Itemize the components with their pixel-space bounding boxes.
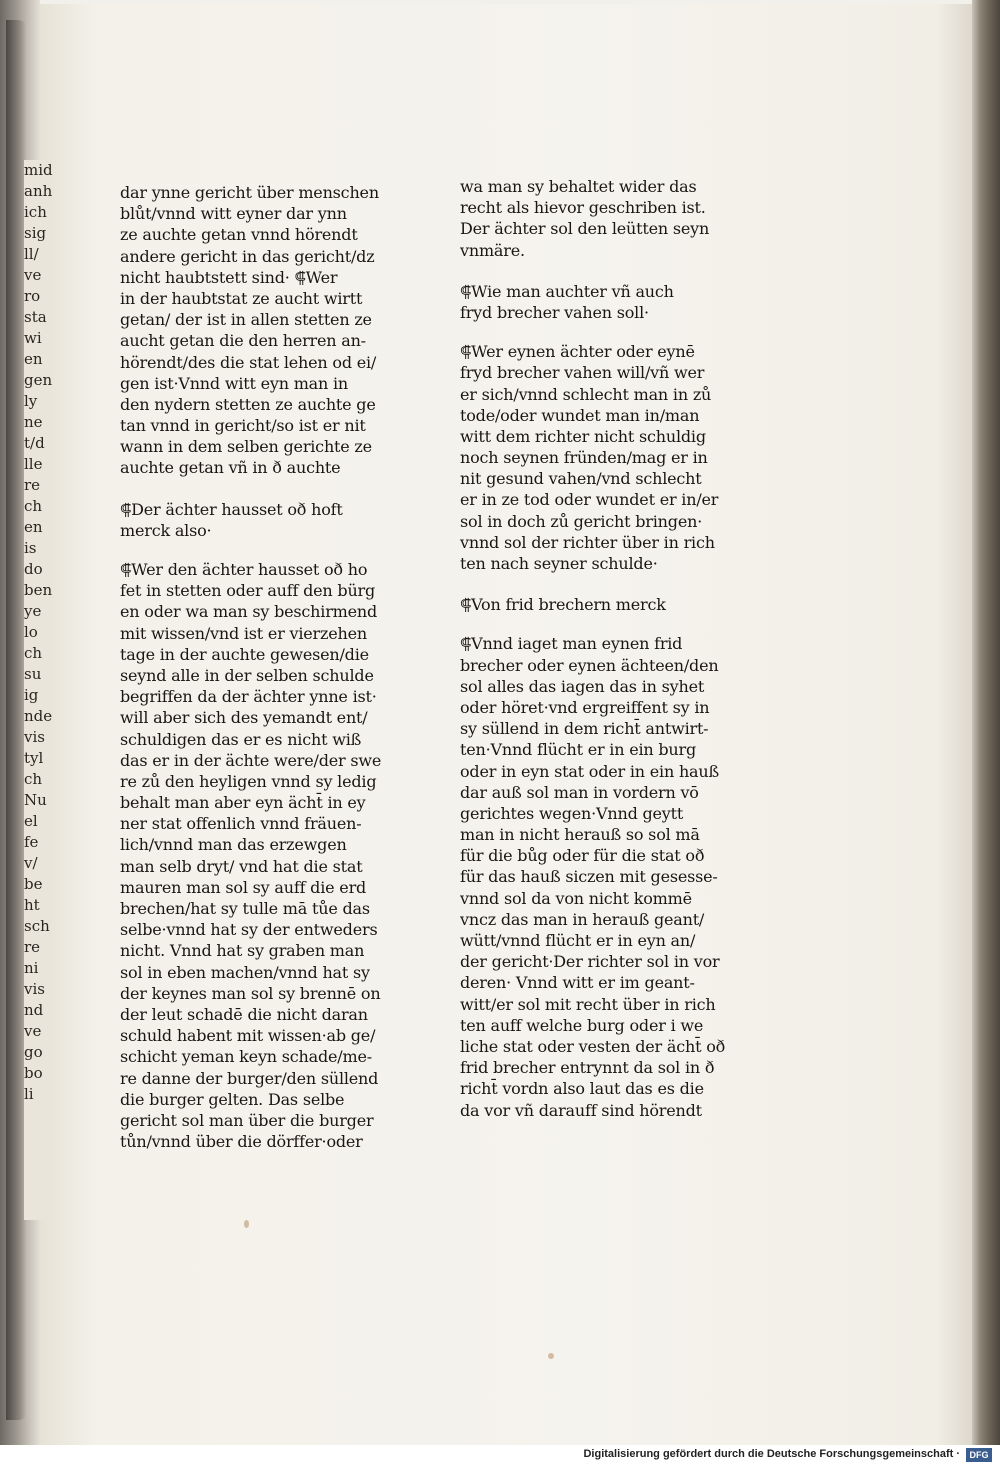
- text-line: wütt/vnnd flücht er in eyn an/: [460, 931, 696, 950]
- fragment-line: ll/: [24, 245, 39, 263]
- fragment-line: bo: [24, 1064, 43, 1082]
- fragment-line: ig: [24, 686, 39, 704]
- fragment-line: vis: [24, 728, 45, 746]
- dfg-logo: DFG: [966, 1448, 992, 1462]
- text-line: richt̄ vordn also laut das es die: [460, 1079, 704, 1099]
- text-line: gerichtes wegen·Vnnd geytt: [460, 803, 684, 823]
- fragment-line: ch: [24, 770, 43, 788]
- text-line: hörendt/des die stat lehen od ei/: [120, 352, 377, 372]
- text-column-right: [460, 176, 745, 1121]
- text-line: tan vnnd in gericht/so ist er nit: [120, 416, 366, 436]
- fragment-line: ht: [24, 896, 40, 914]
- text-line: das er in der ächte were/der swe: [120, 750, 382, 770]
- text-line: den nydern stetten ze auchte ge: [120, 394, 376, 414]
- text-line: ten·Vnnd flücht er in ein burg: [460, 740, 697, 760]
- text-line: andere gericht in das gericht/dz: [120, 246, 375, 266]
- fragment-line: ro: [24, 287, 41, 305]
- text-line: man selb dryt/ vnd hat die stat: [120, 856, 363, 876]
- text-line: der gericht·Der richter sol in vor: [460, 952, 720, 972]
- text-line: nicht haubtstett sind· ⸿Wer: [120, 267, 338, 287]
- text-line: vnmäre.: [460, 240, 525, 260]
- text-line: ⸿Wer eynen ächter oder eynē: [460, 342, 695, 362]
- fragment-line: nd: [24, 1001, 44, 1019]
- fragment-line: su: [24, 665, 42, 683]
- text-line: man in nicht herauß so sol mā: [460, 825, 700, 845]
- fragment-line: gen: [24, 371, 53, 389]
- funding-credit: Digitalisierung gefördert durch die Deutsche Forschungsgemeinschaft ·: [583, 1448, 960, 1460]
- fragment-line: ben: [24, 581, 53, 599]
- fragment-line: sch: [24, 917, 50, 935]
- text-line: ⸿Der ächter hausset oð hoft: [120, 499, 343, 519]
- fragment-line: ve: [24, 266, 42, 284]
- text-line: lich/vnnd man das erzewgen: [120, 835, 347, 855]
- fragment-line: mid: [24, 161, 53, 179]
- text-column-left: [120, 182, 400, 1152]
- text-line: recht als hievor geschriben ist.: [460, 198, 706, 218]
- text-line: für die bůg oder für die stat oð: [460, 846, 705, 866]
- text-line: tůn/vnnd über die dörffer·oder: [120, 1132, 363, 1152]
- text-line: er sich/vnnd schlecht man in zů: [460, 384, 712, 404]
- text-line: Der ächter sol den leütten seyn: [460, 219, 710, 239]
- text-line: tage in der auchte gewesen/die: [120, 644, 369, 664]
- text-line: blůt/vnnd witt eyner dar ynn: [120, 204, 347, 224]
- fragment-line: nde: [24, 707, 53, 725]
- text-paragraph: [120, 182, 400, 479]
- text-paragraph: [120, 559, 400, 1152]
- fragment-line: vis: [24, 980, 45, 998]
- text-line: ten nach seyner schulde·: [460, 554, 658, 573]
- text-line: die burger gelten. Das selbe: [120, 1089, 345, 1109]
- text-line: frid brecher entrynnt da sol in ð: [460, 1058, 715, 1078]
- text-paragraph: [460, 341, 745, 574]
- fragment-line: re: [24, 938, 41, 956]
- section-heading: [120, 499, 400, 541]
- text-line: behalt man aber eyn ächt̄ in ey: [120, 793, 366, 813]
- text-line: brecher oder eynen ächteen/den: [460, 655, 719, 675]
- text-line: nicht. Vnnd hat sy graben man: [120, 941, 365, 961]
- text-line: wann in dem selben gerichte ze: [120, 437, 372, 457]
- text-line: selbe·vnnd hat sy der entweders: [120, 920, 378, 940]
- book-edge-right: [972, 0, 1000, 1445]
- text-line: noch seynen fründen/mag er in: [460, 448, 708, 468]
- text-line: vnnd sol der richter über in rich: [460, 532, 715, 552]
- text-line: dar ynne gericht über menschen: [120, 183, 379, 202]
- text-line: fryd brecher vahen soll·: [460, 302, 649, 322]
- text-line: nit gesund vahen/vnd schlecht: [460, 469, 702, 489]
- fragment-line: en: [24, 350, 43, 368]
- text-line: der keynes man sol sy brennē on: [120, 983, 381, 1003]
- fragment-line: ly: [24, 392, 38, 410]
- text-line: mauren man sol sy auff die erd: [120, 877, 367, 897]
- text-line: auchte getan vñ in ð auchte: [120, 458, 341, 478]
- text-line: sy süllend in dem richt̄ antwirt-: [460, 719, 709, 739]
- fragment-line: ich: [24, 203, 47, 221]
- text-paragraph: [460, 176, 745, 261]
- text-line: der leut schadē die nicht daran: [120, 1004, 368, 1024]
- text-line: fryd brecher vahen will/vñ wer: [460, 363, 705, 383]
- text-line: re zů den heyligen vnnd sy ledig: [120, 771, 377, 791]
- fragment-line: sig: [24, 224, 47, 242]
- fragment-line: el: [24, 812, 38, 830]
- fragment-line: ni: [24, 959, 39, 977]
- text-line: wa man sy behaltet wider das: [460, 177, 697, 196]
- text-line: schuldigen das er es nicht wiß: [120, 729, 362, 749]
- fragment-line: ch: [24, 644, 43, 662]
- fragment-line: fe: [24, 833, 39, 851]
- text-line: vncz das man in herauß geant/: [460, 909, 705, 929]
- text-line: mit wissen/vnd ist er vierzehen: [120, 623, 367, 643]
- text-line: ⸿Vnnd iaget man eynen frid: [460, 634, 683, 654]
- text-line: in der haubtstat ze aucht wirtt: [120, 288, 363, 308]
- fragment-line: en: [24, 518, 43, 536]
- fragment-line: is: [24, 539, 37, 557]
- text-line: brechen/hat sy tulle mā tůe das: [120, 899, 370, 918]
- text-line: will aber sich des yemandt ent/: [120, 708, 368, 728]
- fragment-line: tyl: [24, 749, 44, 767]
- fragment-line: sta: [24, 308, 47, 326]
- fragment-line: lo: [24, 623, 38, 641]
- text-line: liche stat oder vesten der ächt̄ oð: [460, 1036, 726, 1056]
- text-line: gericht sol man über die burger: [120, 1110, 374, 1130]
- fragment-line: v/: [24, 854, 38, 872]
- text-line: aucht getan die den herren an-: [120, 331, 366, 351]
- fragment-line: ve: [24, 1022, 42, 1040]
- text-line: sol in eben machen/vnnd hat sy: [120, 962, 370, 982]
- section-heading: [460, 594, 745, 615]
- text-line: fet in stetten oder auff den bürg: [120, 581, 376, 601]
- fragment-line: be: [24, 875, 43, 893]
- text-line: er in ze tod oder wundet er in/er: [460, 490, 719, 510]
- fragment-line: anh: [24, 182, 53, 200]
- text-line: sol in doch zů gericht bringen·: [460, 511, 703, 531]
- text-line: ner stat offenlich vnnd fräuen-: [120, 814, 362, 834]
- fragment-line: ye: [24, 602, 42, 620]
- text-line: ⸿Wie man auchter vñ auch: [460, 281, 674, 301]
- text-line: seynd alle in der selben schulde: [120, 665, 374, 685]
- text-line: ze auchte getan vnnd hörendt: [120, 225, 358, 245]
- fragment-line: lle: [24, 455, 43, 473]
- text-line: dar auß sol man in vordern vō: [460, 782, 699, 802]
- text-line: oder höret·vnd ergreiffent sy in: [460, 697, 710, 717]
- previous-page-text-fragment: [24, 160, 53, 1220]
- text-line: deren· Vnnd witt er im geant-: [460, 973, 695, 993]
- text-paragraph: [460, 633, 745, 1120]
- text-line: merck also·: [120, 520, 212, 540]
- text-line: en oder wa man sy beschirmend: [120, 602, 378, 622]
- text-line: tode/oder wundet man in/man: [460, 405, 700, 425]
- text-line: sol alles das iagen das in syhet: [460, 676, 705, 696]
- text-line: witt dem richter nicht schuldig: [460, 426, 706, 446]
- text-line: oder in eyn stat oder in ein hauß: [460, 761, 719, 781]
- fragment-line: do: [24, 560, 43, 578]
- text-line: ⸿Wer den ächter hausset oð ho: [120, 560, 368, 579]
- fragment-line: ne: [24, 413, 43, 431]
- text-line: ⸿Von frid brechern merck: [460, 595, 666, 615]
- fragment-line: t/d: [24, 434, 45, 452]
- text-line: da vor vñ darauff sind hörendt: [460, 1100, 702, 1120]
- paper-stain: [548, 1353, 554, 1359]
- text-line: re danne der burger/den süllend: [120, 1068, 379, 1088]
- text-line: gen ist·Vnnd witt eyn man in: [120, 373, 349, 393]
- text-line: für das hauß siczen mit gesesse-: [460, 867, 718, 887]
- text-line: schuld habent mit wissen·ab ge/: [120, 1026, 376, 1046]
- fragment-line: go: [24, 1043, 43, 1061]
- text-line: schicht yeman keyn schade/me-: [120, 1047, 372, 1067]
- paper-stain: [244, 1220, 249, 1228]
- text-line: vnnd sol da von nicht kommē: [460, 888, 692, 908]
- text-line: ten auff welche burg oder i we: [460, 1015, 704, 1035]
- fragment-line: Nu: [24, 791, 47, 809]
- text-line: begriffen da der ächter ynne ist·: [120, 687, 377, 707]
- fragment-line: wi: [24, 329, 42, 347]
- text-line: getan/ der ist in allen stetten ze: [120, 310, 372, 330]
- fragment-line: ch: [24, 497, 43, 515]
- fragment-line: li: [24, 1085, 34, 1103]
- fragment-line: re: [24, 476, 41, 494]
- section-heading: [460, 281, 745, 323]
- text-line: witt/er sol mit recht über in rich: [460, 994, 716, 1014]
